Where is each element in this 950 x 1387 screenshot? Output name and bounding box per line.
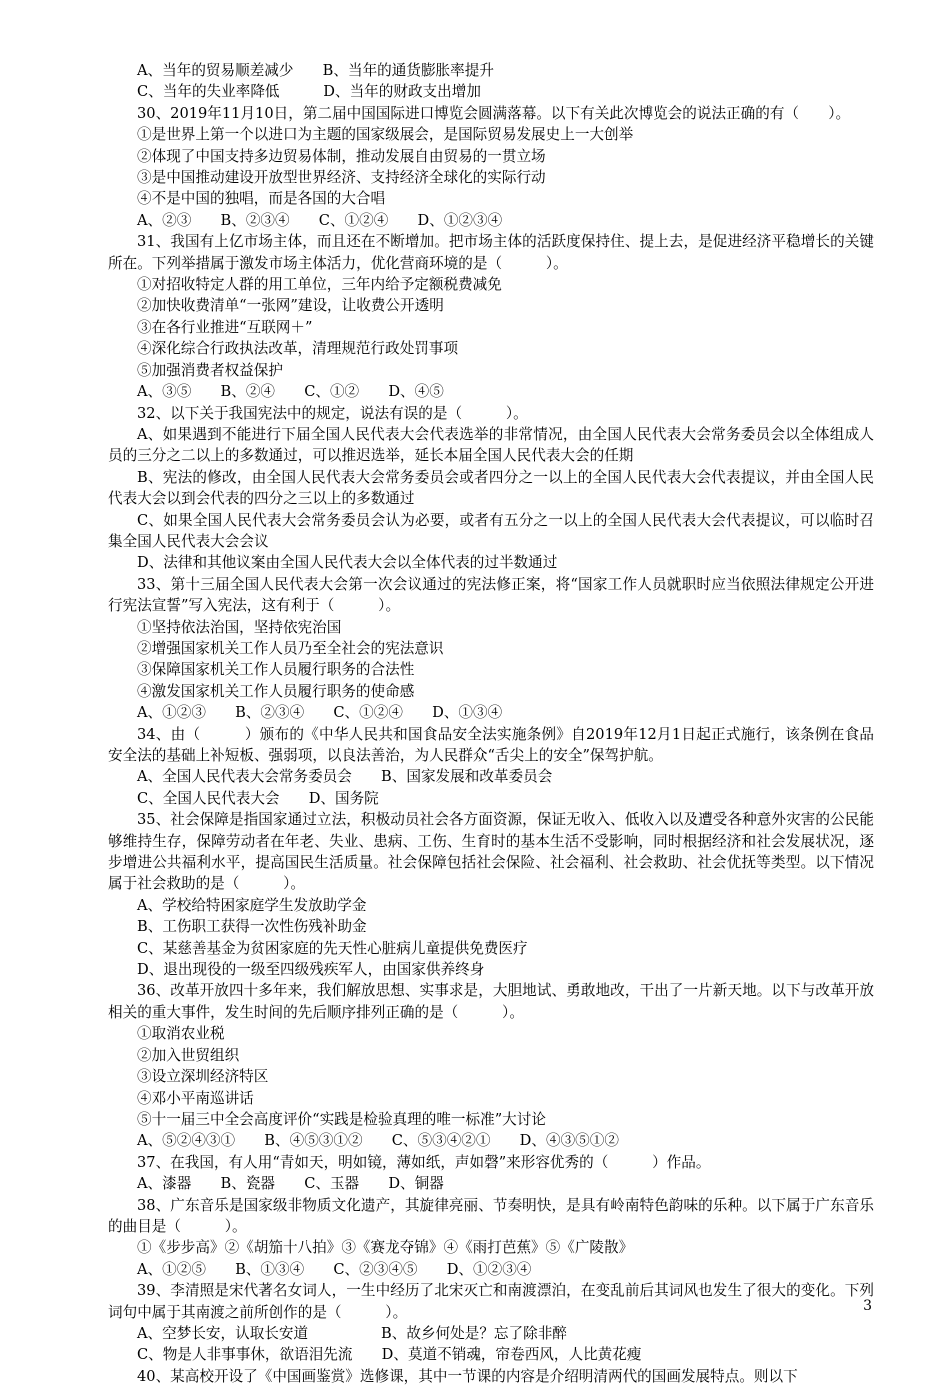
option-line: D、退出现役的一级至四级残疾军人，由国家供养终身 xyxy=(137,961,485,979)
option-line: A、①②⑤ B、①③④ C、②③④⑤ D、①②③④ xyxy=(137,1260,532,1278)
statement-line: ④不是中国的独唱，而是各国的大合唱 xyxy=(137,190,386,208)
option-line: B、宪法的修改，由全国人民代表大会常务委员会或者四分之一以上的全国人民代表大会代表提议，并由全国人民代表大会以到会代表的四分之三以上的多数通过 xyxy=(108,468,874,508)
option-line: D、法律和其他议案由全国人民代表大会以全体代表的过半数通过 xyxy=(137,554,558,572)
option-line: A、全国人民代表大会常务委员会 B、国家发展和改革委员会 xyxy=(137,768,553,786)
option-line: A、漆器 B、瓷器 C、玉器 D、铜器 xyxy=(137,1175,444,1193)
statement-line: ②增强国家机关工作人员乃至全社会的宪法意识 xyxy=(137,639,444,657)
question-37: 37、在我国，有人用“青如天，明如镜，薄如纸，声如磬”来形容优秀的（ ）作品。 xyxy=(137,1153,711,1171)
option-line: C、某慈善基金为贫困家庭的先天性心脏病儿童提供免费医疗 xyxy=(137,939,528,957)
question-32: 32、以下关于我国宪法中的规定，说法有误的是（ ）。 xyxy=(137,404,528,422)
question-36: 36、改革开放四十多年来，我们解放思想、实事求是，大胆地试、勇敢地改，干出了一片新天地。以下与改革开放相关的重大事件，发生时间的先后顺序排列正确的是（ ）。 xyxy=(108,982,874,1021)
option-line: A、②③ B、②③④ C、①②④ D、①②③④ xyxy=(137,211,503,229)
option-line: A、空梦长安，认取长安道 B、故乡何处是？忘了除非醉 xyxy=(137,1324,567,1342)
statement-line: ①坚持依法治国，坚持依宪治国 xyxy=(137,618,342,636)
option-line: C、全国人民代表大会 D、国务院 xyxy=(137,789,379,807)
option-line: C、如果全国人民代表大会常务委员会认为必要，或者有五分之一以上的全国人民代表大会代表提议，可以临时召集全国人民代表大会会议 xyxy=(108,511,874,550)
page-number: 3 xyxy=(863,1298,872,1314)
question-34: 34、由（ ）颁布的《中华人民共和国食品安全法实施条例》自2019年12月1日起正式施行，该条例在食品安全法的基础上补短板、强弱项，以良法善治，为人民群众“舌尖上的安全”保驾护航。 xyxy=(108,725,874,764)
option-line: A、⑤②④③① B、④⑤③①② C、⑤③④②① D、④③⑤①② xyxy=(137,1132,619,1150)
question-35: 35、社会保障是指国家通过立法，积极动员社会各方面资源，保证无收入、低收入以及遭受各种意外灾害的公民能够维持生存，保障劳动者在年老、失业、患病、工伤、生育时的基本生活不受影响，同时根据经济和社会发展状况，逐步增进公共福利水平，提高国民生活质量。社会保障包括社会保险、社会福利、社会救助、社会优抚等类型。以下情况属于社会救助的是（ ）。 xyxy=(108,811,874,893)
statement-line: ②加入世贸组织 xyxy=(137,1046,240,1064)
question-39: 39、李清照是宋代著名女词人，一生中经历了北宋灭亡和南渡漂泊，在变乱前后其词风也发生了很大的变化。下列词句中属于其南渡之前所创作的是（ ）。 xyxy=(108,1282,874,1321)
option-line: A、③⑤ B、②④ C、①② D、④⑤ xyxy=(137,383,444,401)
statement-line: ②加快收费清单“一张网”建设，让收费公开透明 xyxy=(137,297,444,315)
option-line: B、工伤职工获得一次性伤残补助金 xyxy=(137,918,367,936)
option-line: A、如果遇到不能进行下届全国人民代表大会代表选举的非常情况，由全国人民代表大会常务委员会以全体组成人员的三分之二以上的多数通过，可以推迟选举，延长本届全国人民代表大会的任期 xyxy=(108,425,874,465)
question-30: 30、2019年11月10日，第二届中国国际进口博览会圆满落幕。以下有关此次博览会的说法正确的有（ ）。 xyxy=(137,104,851,122)
statement-line: ④深化综合行政执法改革，清理规范行政处罚事项 xyxy=(137,340,459,358)
question-31: 31、我国有上亿市场主体，而且还在不断增加。把市场主体的活跃度保持住、提上去，是促进经济平稳增长的关键所在。下列举措属于激发市场主体活力，优化营商环境的是（ ）。 xyxy=(108,233,874,272)
statement-line: ⑤加强消费者权益保护 xyxy=(137,361,283,379)
statement-line: ③在各行业推进“互联网＋” xyxy=(137,318,313,336)
statement-line: ③设立深圳经济特区 xyxy=(137,1068,269,1086)
question-38: 38、广东音乐是国家级非物质文化遗产，其旋律亮丽、节奏明快，是具有岭南特色韵味的乐种。以下属于广东音乐的曲目是（ ）。 xyxy=(108,1196,874,1235)
option-line: C、当年的失业率降低 D、当年的财政支出增加 xyxy=(137,83,481,101)
option-line: C、物是人非事事休，欲语泪先流 D、莫道不销魂，帘卷西风，人比黄花瘦 xyxy=(137,1346,642,1364)
option-line: A、学校给特困家庭学生发放助学金 xyxy=(137,896,367,914)
statement-line: ④激发国家机关工作人员履行职务的使命感 xyxy=(137,682,415,700)
statement-line: ④邓小平南巡讲话 xyxy=(137,1089,254,1107)
statement-line: ②体现了中国支持多边贸易体制，推动发展自由贸易的一贯立场 xyxy=(137,147,546,165)
statement-line: ③保障国家机关工作人员履行职务的合法性 xyxy=(137,661,415,679)
document-body xyxy=(108,60,874,1387)
statement-line: ①取消农业税 xyxy=(137,1025,225,1043)
statement-line: ①对招收特定人群的用工单位，三年内给予定额税费减免 xyxy=(137,276,502,294)
statement-line: ⑤十一届三中全会高度评价“实践是检验真理的唯一标准”大讨论 xyxy=(137,1110,546,1128)
question-33: 33、第十三届全国人民代表大会第一次会议通过的宪法修正案，将“国家工作人员就职时应当依照法律规定公开进行宪法宣誓”写入宪法，这有利于（ ）。 xyxy=(108,575,874,615)
question-40: 40、某高校开设了《中国画鉴赏》选修课，其中一节课的内容是介绍明清两代的国画发展特点。则以下 xyxy=(137,1367,798,1385)
statement-line: ①《步步高》②《胡笳十八拍》③《赛龙夺锦》④《雨打芭蕉》⑤《广陵散》 xyxy=(137,1239,634,1257)
option-line: A、当年的贸易顺差减少 B、当年的通货膨胀率提升 xyxy=(137,62,494,79)
option-line: A、①②③ B、②③④ C、①②④ D、①③④ xyxy=(137,704,503,722)
statement-line: ③是中国推动建设开放型世界经济、支持经济全球化的实际行动 xyxy=(137,169,546,187)
statement-line: ①是世界上第一个以进口为主题的国家级展会，是国际贸易发展史上一大创举 xyxy=(137,126,634,144)
